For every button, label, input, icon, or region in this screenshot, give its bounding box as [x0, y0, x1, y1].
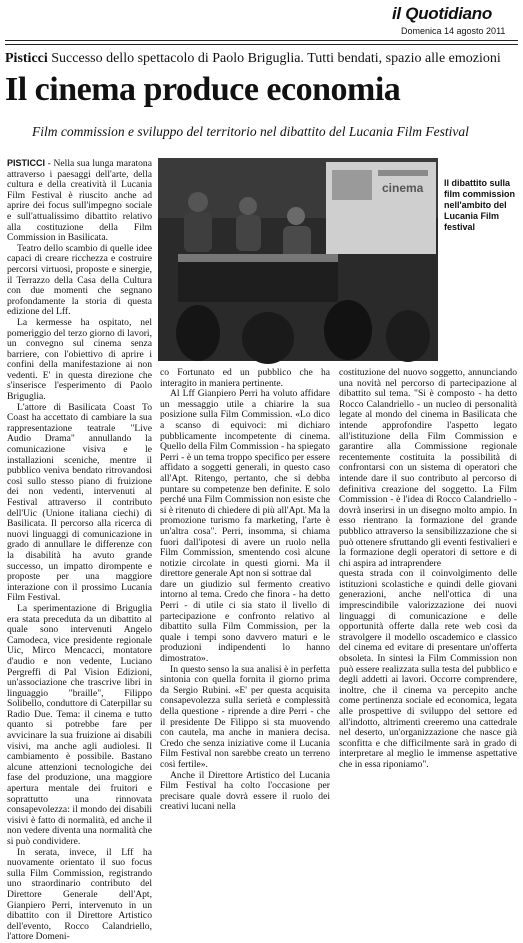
paragraph: Al Lff Gianpiero Perri ha voluto affidare un messaggio utile a chiarire la sua posizione sulla Film Commission. «Lo dico a scanso di equivoci: mi dichiaro pubblicamente incompetente di cinema. Quello della Film Commission - ha spiegato Perri - è un tema troppo specifico per essere affidato a soggetti generali, in questo caso all'Apt. Ritengo, pertanto, che si debba puntare su competenze ben definite. E solo perché una Film Commission non esiste che si è ritenuto di chiedere di più all'Apt. Ma la promozione turismo fa marketing, l'arte è un'altra cosa". Perri, insomma, si chiama fuori dall'ipotesi di avere un ruolo nella Film Commission, smentendo così alcune notizie circolate in questi giorni. Ma il direttore generale Apt non si sottrae dal — [160, 388, 331, 580]
article-column-2 — [160, 368, 330, 817]
paragraph: In questo senso la sua analisi è in perfetta sintonia con quella fornita il giorno prima da Sergio Rubini. «E' per questa acquisita consapevolezza sulla serietà e complessità della questione - riprende a dire Perri - che il presidente De Filippo si sta muovendo con cautela, ma anche in maniera decisa. Credo che senza iniziative come il Lucania Film Festival non sarebbe creato un terreno così fertile». — [160, 663, 330, 770]
article-column-3 — [339, 368, 517, 817]
paragraph: PISTICCI - Nella sua lunga maratona attraverso i paesaggi dell'arte, della cultura e della creatività il Lucania Film Festival è riuscito anche ad aprire dei focus sull'impegno sociale e sull'attualissimo dibattito relativo alla costituzione della Film Commission in Basilicata. — [7, 158, 152, 244]
paragraph: Teatro dello scambio di quelle idee capaci di creare ricchezza e costruire percorsi virtuosi, proposte e sinergie, il Terrazzo della Casa della Cultura con due momenti che segnano profondamente la storia di questa edizione del Lff. — [7, 242, 152, 318]
subheadline: Film commission e sviluppo del territorio nel dibattito del Lucania Film Festival — [32, 124, 469, 139]
article-photo — [158, 158, 438, 361]
dateline: PISTICCI — [7, 158, 46, 168]
paragraph: La sperimentazione di Briguglia era stata preceduta da un dibattito al quale sono intervenuti Angelo Camodeca, vice presidente regionale Uic, Mirco Mencacci, montatore d'audio e non vedente, Luciano Pergreffi di Pal Vision Edizioni, un'associazione che trascrive libri in linguaggio "braille", Filippo Solibello, conduttore di Caterpillar su Radio Due. Tema: il cinema e tutto quanto si potrebbe fare per avvicinare la sua fruizione ai disabili visivi, ma anche agli audiolesi. Il cambiamento è possibile. Bastano alcune attenzioni tecnologiche dei fase del produzione, una maggiore apertura mentale dei fruitori e soprattutto una rinnovata consapevolezza: il mondo dei disabili visivi è fatto di normalità, ed anche il non vedere diventa una normalità che si può condividere. — [7, 602, 152, 847]
top-rule-thin — [5, 44, 518, 45]
top-rule — [5, 40, 518, 41]
headline: Il cinema produce economia — [5, 71, 401, 108]
paragraph: L'attore di Basilicata Coast To Coast ha accettato di cambiare la sua rappresentazione teatrale "Live Audio Drama" annullando la comunicazione visiva e le installazioni sceniche, mentre il pubblico veniva bendato ritrovandosi così sullo stesso piano di fruizione dei non vedenti, intervenuti al Festival attraverso il contributo dell'Uic (Unione italiana ciechi) di Basilicata. Il percorso alla ricerca di nuovi linguaggi di comunicazione in grado di annullare le differenze con la disabilità ha avuto grande successo, un impatto dirompente e proposte per una maggiore interazione con il prossimo Lucania Film Festival. — [7, 401, 152, 604]
screen-text: cinema — [382, 181, 424, 195]
paragraph: costituzione del nuovo soggetto, annunciando una novità nel percorso di partecipazione al dibattito sul tema. "Si è composto - ha detto Rocco Calandriello - un nucleo di personalità legate al mondo del cinema in Basilicata che intende approfondire l'aspetto legato all'istituzione della Film Commission e garantire alla Commissione regionale recentemente costituita la possibilità di confrontarsi con un sistema di operatori che intende dare il suo contributo al percorso di definitiva creazione del soggetto. La Film Commission - è l'idea di Rocco Calandriello - dovrà inserirsi in un disegno molto ampio. In esso rientrano la formazione del grande pubblico attraverso la sensibilizzazione che si può ottenere sfruttando gli eventi festivalieri e la formazione degli operatori di settore e di chi aspira ad intraprendere — [339, 367, 517, 569]
kicker-text: Successo dello spettacolo di Paolo Briguglia. Tutti bendati, spazio alle emozioni — [51, 51, 501, 66]
issue-date: Domenica 14 agosto 2011 — [401, 26, 506, 36]
debate-photo-illustration — [158, 158, 438, 361]
paragraph: co Fortunato ed un pubblico che ha interagito in maniera pertinente. — [160, 367, 330, 389]
photo-caption: Il dibattito sulla film commission nell'ambito del Lucania Film festival — [444, 178, 516, 232]
article-column-1 — [7, 158, 152, 943]
kicker — [5, 51, 501, 67]
paragraph: La kermesse ha ospitato, nel pomeriggio del terzo giorno di lavori, un convegno sul cinema senza barriere, con l'obiettivo di aprire i confini della manifestazione ai non vedenti. E' in questa direzione che s'inserisce l'esperimento di Paolo Briguglia. — [7, 316, 152, 403]
paragraph: Anche il Direttore Artistico del Lucania Film Festival ha colto l'occasione per precisare quale dovrà essere il ruolo dei creativi lucani nella — [160, 769, 330, 813]
paragraph: questa strada con il coinvolgimento delle istituzioni scolastiche e quindi delle giovani generazioni, anche nell'ottica di una imprescindibile valorizzazione dei nuovi linguaggi di comunicazione e delle opportunità offerte dalla rete web così da stravolgere il modello oscademico e classico del cinema ed evitare di presentare un'offerta obsoleta. In sintesi la Film Commission non può essere realizzata sulla testa del pubblico e degli addetti ai lavori. Occorre comprendere, inoltre, che il cinema va percepito anche come pertinenza sociale ed economica, legata alle prospettive di sviluppo del settore ed all'indotto, altrimenti creeremo una cattedrale nel deserto, un'organizzazione che nasce già sconfitta e che difficilmente sarà in grado di interpretare al meglio le immense aspettative che in essa riponiamo". — [339, 568, 517, 770]
paragraph: dare un giudizio sul fermento creativo intorno al tema. Credo che finora - ha detto Perri - di utile ci sia stato il livello di partecipazione e confronto relativo al dibattito sulla Film Commission, per la quale i tempi sono davvero maturi e le produzioni indipendenti lo hanno dimostrato». — [160, 578, 330, 665]
paragraph: In serata, invece, il Lff ha nuovamente orientato il suo focus sulla Film Commission, registrando uno straordinario contributo del Direttore Generale dell'Apt, Gianpiero Perri, intervenuto in un dibattito con il Direttore Artistico dell'evento, Rocco Calandriello, l'attore Domeni- — [7, 846, 152, 943]
kicker-place: Pisticci — [5, 51, 48, 66]
masthead-logo: il Quotidiano — [392, 4, 492, 23]
